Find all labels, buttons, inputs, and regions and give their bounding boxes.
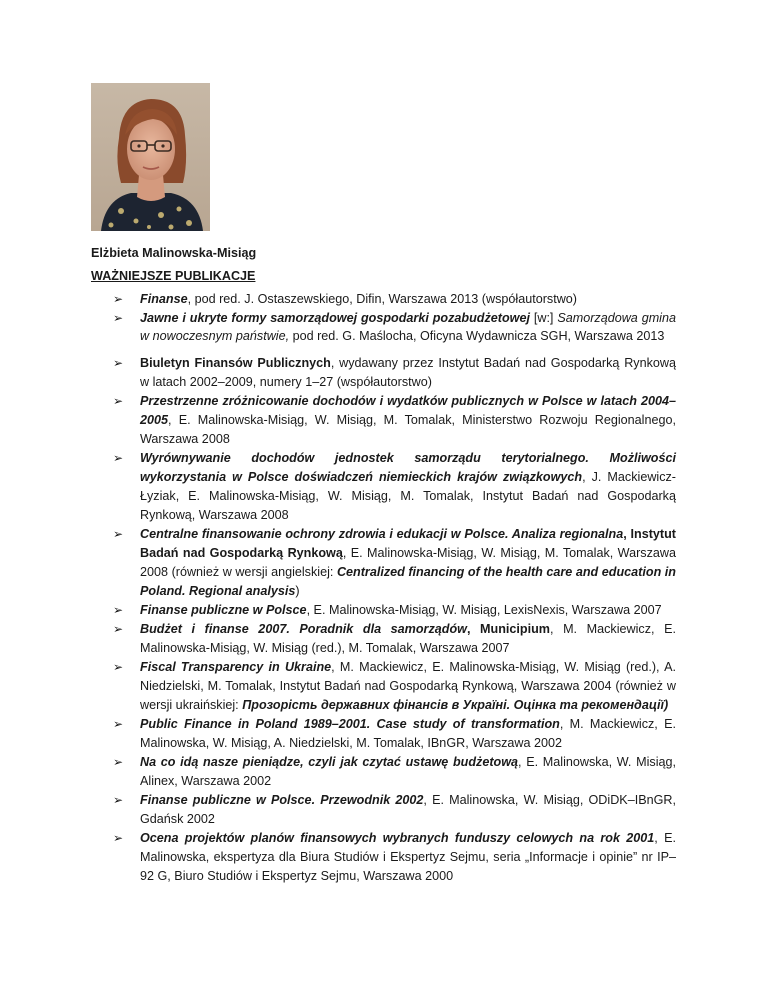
arrow-bullet-icon: ➢ bbox=[113, 603, 124, 617]
publications-list bbox=[113, 290, 676, 886]
publication-item: ➢ Wyrównywanie dochodów jednostek samorządu terytorialnego. Możliwości wykorzystania w Polsce doświadczeń niemieckich krajów związkowych, J. Mackiewicz-Łyziak, E. Malinowska-Misiąg, W. Misiąg, M. Tomalak, Instytut Badań nad Gospodarką Rynkową, Warszawa 2008 bbox=[113, 451, 677, 522]
publication-item: ➢ Ocena projektów planów finansowych wybranych funduszy celowych na rok 2001, E. Malinowska, ekspertyza dla Biura Studiów i Ekspertyz Sejmu, seria „Informacje i opinie” nr IP–92 G, Biuro Studiów i Ekspertyz Sejmu, Warszawa 2000 bbox=[113, 831, 676, 883]
arrow-bullet-icon: ➢ bbox=[113, 717, 124, 731]
publication-item: ➢ Jawne i ukryte formy samorządowej gospodarki pozabudżetowej [w:] Samorządowa gmina w nowoczesnym państwie, pod red. G. Maślocha, Oficyna Wydawnicza SGH, Warszawa 2013 bbox=[113, 311, 676, 343]
arrow-bullet-icon: ➢ bbox=[113, 831, 124, 845]
publication-item: ➢ Finanse, pod red. J. Ostaszewskiego, Difin, Warszawa 2013 (współautorstwo) bbox=[113, 290, 676, 309]
publication-item: ➢ Finanse publiczne w Polsce. Przewodnik 2002, E. Malinowska, W. Misiąg, ODiDK–IBnGR, Gdańsk 2002 bbox=[113, 793, 676, 826]
arrow-bullet-icon: ➢ bbox=[113, 622, 124, 636]
arrow-bullet-icon: ➢ bbox=[113, 451, 124, 465]
author-name: Elżbieta Malinowska-Misiąg bbox=[91, 246, 257, 260]
arrow-bullet-icon: ➢ bbox=[113, 793, 124, 807]
publication-item: ➢ Przestrzenne zróżnicowanie dochodów i wydatków publicznych w Polsce w latach 2004–2005, E. Malinowska-Misiąg, W. Misiąg, M. Tomalak, Ministerstwo Rozwoju Regionalnego, Warszawa 2008 bbox=[113, 394, 676, 446]
arrow-bullet-icon: ➢ bbox=[113, 660, 124, 674]
arrow-bullet-icon: ➢ bbox=[113, 755, 124, 769]
publication-item: ➢ Biuletyn Finansów Publicznych, wydawany przez Instytut Badań nad Gospodarką Rynkową w latach 2002–2009, numery 1–27 (współautorstwo) bbox=[113, 356, 676, 389]
section-title: WAŻNIEJSZE PUBLIKACJE bbox=[91, 269, 256, 283]
publication-item: ➢ Fiscal Transparency in Ukraine, M. Mackiewicz, E. Malinowska-Misiąg, W. Misiąg (red.), A. Niedzielski, M. Tomalak, Instytut Badań nad Gospodarką Rynkową, Warszawa 2004 (również w wersji ukraińskiej: Прозорість державних фінансів в Україні. Оцінка та рекомендації) bbox=[113, 660, 676, 712]
arrow-bullet-icon: ➢ bbox=[113, 356, 124, 370]
arrow-bullet-icon: ➢ bbox=[113, 311, 124, 325]
arrow-bullet-icon: ➢ bbox=[113, 292, 124, 306]
author-photo bbox=[91, 83, 210, 231]
arrow-bullet-icon: ➢ bbox=[113, 527, 124, 541]
publication-item: ➢ Centralne finansowanie ochrony zdrowia i edukacji w Polsce. Analiza regionalna, Instytut Badań nad Gospodarką Rynkową, E. Malinowska-Misiąg, W. Misiąg, M. Tomalak, Warszawa 2008 (również w wersji angielskiej: Centralized financing of the health care and education in Poland. Regional analysis) bbox=[113, 527, 677, 598]
arrow-bullet-icon: ➢ bbox=[113, 394, 124, 408]
publication-item: ➢ Finanse publiczne w Polsce, E. Malinowska-Misiąg, W. Misiąg, LexisNexis, Warszawa 2007 bbox=[113, 601, 676, 620]
publication-item: ➢ Public Finance in Poland 1989–2001. Case study of transformation, M. Mackiewicz, E. Malinowska, W. Misiąg, A. Niedzielski, M. Tomalak, IBnGR, Warszawa 2002 bbox=[113, 717, 676, 750]
publication-item: ➢ Budżet i finanse 2007. Poradnik dla samorządów, Municipium, M. Mackiewicz, E. Malinowska-Misiąg, W. Misiąg (red.), M. Tomalak, Warszawa 2007 bbox=[113, 622, 676, 655]
portrait-image bbox=[91, 83, 210, 231]
publication-item: ➢ Na co idą nasze pieniądze, czyli jak czytać ustawę budżetową, E. Malinowska, W. Misiąg, Alinex, Warszawa 2002 bbox=[113, 755, 676, 788]
